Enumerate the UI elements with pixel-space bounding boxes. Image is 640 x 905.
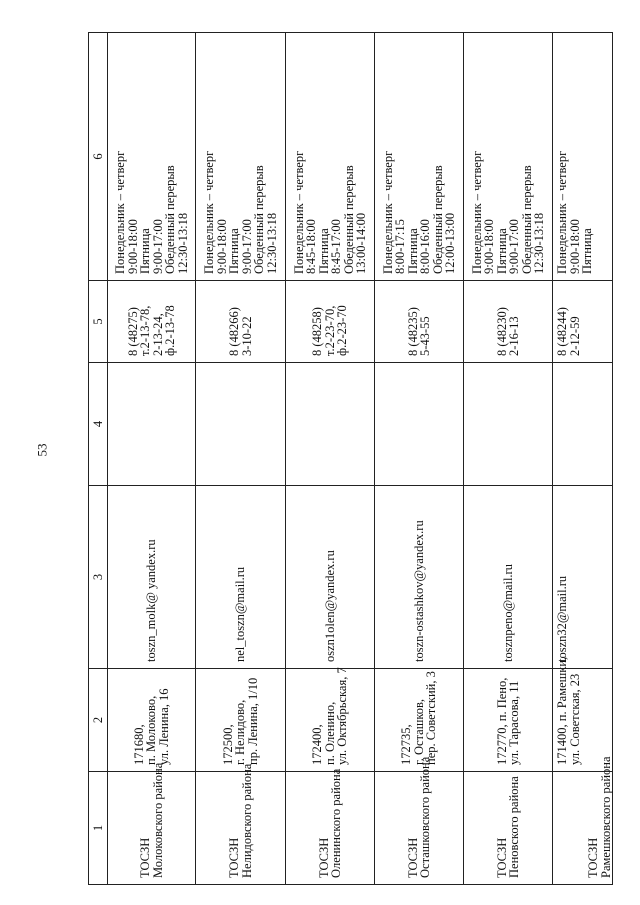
hours-line: 12:00-13:00 xyxy=(443,212,457,274)
email-text: toszn_molk@ yandex.ru xyxy=(144,539,159,662)
email-text: oszn1olen@yandex.ru xyxy=(322,550,337,662)
hours-line: 8:45-17:00 xyxy=(329,219,343,274)
address-cell xyxy=(286,669,375,772)
column-4-cell xyxy=(464,363,553,486)
email-text: toszn32@mail.ru xyxy=(555,575,569,662)
rotated-table-frame xyxy=(88,33,611,885)
column-header: 2 xyxy=(89,669,108,772)
email-cell xyxy=(553,486,613,669)
org-line: ТОСЗН xyxy=(227,837,241,878)
phone-line: 8 (48235) xyxy=(405,307,420,356)
phone-line: 2-12-59 xyxy=(567,316,582,356)
hours-line: Обеденный перерыв xyxy=(519,165,534,274)
column-4-cell xyxy=(375,363,464,486)
hours-line: 9:00-18:00 xyxy=(125,219,140,274)
header-row xyxy=(89,33,108,885)
hours-line: Пятница xyxy=(405,228,420,274)
org-line: Пеновского района xyxy=(507,776,521,878)
address-line: ул. Октябрьская, 7 xyxy=(335,667,350,765)
org-line: Нелидовского района xyxy=(239,763,254,878)
column-header: 3 xyxy=(89,486,108,669)
hours-cell xyxy=(375,33,464,281)
phone-line: 8 (48266) xyxy=(227,307,241,356)
address-line: 172400, xyxy=(310,724,325,765)
address-line: 171680, xyxy=(131,724,146,765)
page-number xyxy=(36,442,49,458)
column-header: 1 xyxy=(89,772,108,885)
org-cell xyxy=(108,762,196,885)
table-row xyxy=(108,33,196,885)
hours-line: 8:00-17:15 xyxy=(393,219,407,274)
phone-line: 8 (48230) xyxy=(494,307,509,356)
phone-cell xyxy=(108,281,196,363)
hours-line: 9:00-17:00 xyxy=(150,219,165,274)
org-cell xyxy=(286,768,375,885)
agencies-table xyxy=(88,32,613,885)
phone-line: т.2-23-70, xyxy=(322,305,337,356)
address-line: ул. Тарасова, 11 xyxy=(507,680,521,765)
org-cell xyxy=(196,763,286,885)
phone-line: 8 (48258) xyxy=(310,307,325,356)
hours-line: 9:00-17:00 xyxy=(239,219,254,274)
address-line: п. Оленино, xyxy=(322,701,337,765)
hours-line: 8:45-18:00 xyxy=(304,219,318,274)
address-line: 171400, п. Рамешки, xyxy=(555,656,569,765)
email-cell xyxy=(375,486,464,669)
phone-line: ф.2-23-70 xyxy=(335,305,350,356)
org-line: ТОСЗН xyxy=(494,837,509,878)
hours-cell xyxy=(108,33,196,281)
hours-line: Понедельник – четверг xyxy=(469,150,484,274)
hours-line: 12:30-13:18 xyxy=(264,212,279,274)
hours-line: 12:30-13:18 xyxy=(532,212,546,274)
hours-line: Обеденный перерыв xyxy=(341,165,356,274)
hours-line: Пятница xyxy=(580,228,594,274)
org-line: Молоковского района xyxy=(150,762,165,878)
address-line: ул. Ленина, 16 xyxy=(156,688,171,765)
phone-line: 2-13-24, xyxy=(150,313,165,356)
email-cell xyxy=(196,486,286,669)
phone-line: 2-16-13 xyxy=(507,316,521,356)
hours-line: 9:00-18:00 xyxy=(482,219,496,274)
org-cell xyxy=(464,772,553,885)
hours-line: Пятница xyxy=(316,228,331,274)
hours-line: Понедельник – четверг xyxy=(380,150,395,274)
hours-line: Пятница xyxy=(227,228,241,274)
address-line: пер. Советский, 3 xyxy=(424,671,439,765)
hours-line: 8:00-16:00 xyxy=(418,219,432,274)
phone-line: 5-43-55 xyxy=(418,316,432,356)
table-row xyxy=(286,33,375,885)
address-cell xyxy=(196,669,286,772)
hours-line: Понедельник – четверг xyxy=(291,150,306,274)
hours-line: 9:00-18:00 xyxy=(214,219,229,274)
hours-cell xyxy=(553,33,613,281)
phone-line: ф.2-13-78 xyxy=(163,305,177,356)
org-line: Рамешковского района xyxy=(598,756,613,878)
phone-line: 8 (48244) xyxy=(555,307,569,356)
hours-line: Обеденный перерыв xyxy=(430,165,445,274)
column-4-cell xyxy=(553,363,613,486)
org-line: Осташковского района xyxy=(418,756,432,878)
address-cell xyxy=(464,669,553,772)
address-line: 172500, xyxy=(220,724,235,765)
hours-line: Пятница xyxy=(138,228,152,274)
org-cell xyxy=(553,756,613,885)
email-text: toszn-ostashkov@yandex.ru xyxy=(411,520,426,662)
column-4-cell xyxy=(108,363,196,486)
column-4-cell xyxy=(196,363,286,486)
table-row xyxy=(375,33,464,885)
table-row xyxy=(464,33,553,885)
hours-line: Обеденный перерыв xyxy=(163,165,177,274)
phone-cell xyxy=(464,281,553,363)
email-cell xyxy=(108,486,196,669)
hours-line: Понедельник – четверг xyxy=(202,150,216,274)
table-row xyxy=(553,33,613,885)
address-line: пр. Ленина, 1/10 xyxy=(245,677,260,765)
hours-line: Пятница xyxy=(494,228,509,274)
org-line: ТОСЗН xyxy=(316,837,331,878)
address-line: 172770, п. Пено, xyxy=(494,677,509,765)
hours-line: 13:00-14:00 xyxy=(354,212,368,274)
hours-line: 9:00-18:00 xyxy=(567,219,582,274)
email-cell xyxy=(286,486,375,669)
column-4-cell xyxy=(286,363,375,486)
hours-line: Понедельник – четверг xyxy=(555,150,569,274)
phone-line: т.2-13-78, xyxy=(138,305,152,356)
column-header: 5 xyxy=(89,281,108,363)
phone-line: 3-10-22 xyxy=(239,316,254,356)
address-line: ул. Советская, 23 xyxy=(567,673,582,765)
email-text: tosznpeno@mail.ru xyxy=(500,564,515,662)
table-row xyxy=(196,33,286,885)
address-line: г. Осташков, xyxy=(411,698,426,765)
org-line: ТОСЗН xyxy=(138,837,152,878)
phone-cell xyxy=(375,281,464,363)
column-header: 6 xyxy=(89,33,108,281)
address-line: 172735, xyxy=(399,724,414,765)
org-line: ТОСЗН xyxy=(586,837,600,878)
phone-cell xyxy=(286,281,375,363)
hours-cell xyxy=(196,33,286,281)
address-line: п. Молоково, xyxy=(144,695,159,765)
email-cell xyxy=(464,486,553,669)
phone-cell xyxy=(196,281,286,363)
email-text: nel_toszn@mail.ru xyxy=(233,566,248,662)
address-cell xyxy=(108,669,196,772)
org-cell xyxy=(375,756,464,885)
org-line: Оленинского района xyxy=(329,768,343,878)
phone-line: 8 (48275) xyxy=(125,307,140,356)
hours-line: 12:30-13:18 xyxy=(175,212,190,274)
hours-line: 9:00-17:00 xyxy=(507,219,521,274)
hours-line: Понедельник – четверг xyxy=(113,150,127,274)
hours-cell xyxy=(286,33,375,281)
rotated-table-wrapper xyxy=(88,33,611,885)
hours-line: Обеденный перерыв xyxy=(252,165,266,274)
page-number-text: 53 xyxy=(34,443,50,457)
hours-cell xyxy=(464,33,553,281)
org-line: ТОСЗН xyxy=(405,837,420,878)
address-cell xyxy=(375,669,464,772)
column-header: 4 xyxy=(89,363,108,486)
phone-cell xyxy=(553,281,613,363)
address-line: г. Нелидово, xyxy=(233,699,248,765)
